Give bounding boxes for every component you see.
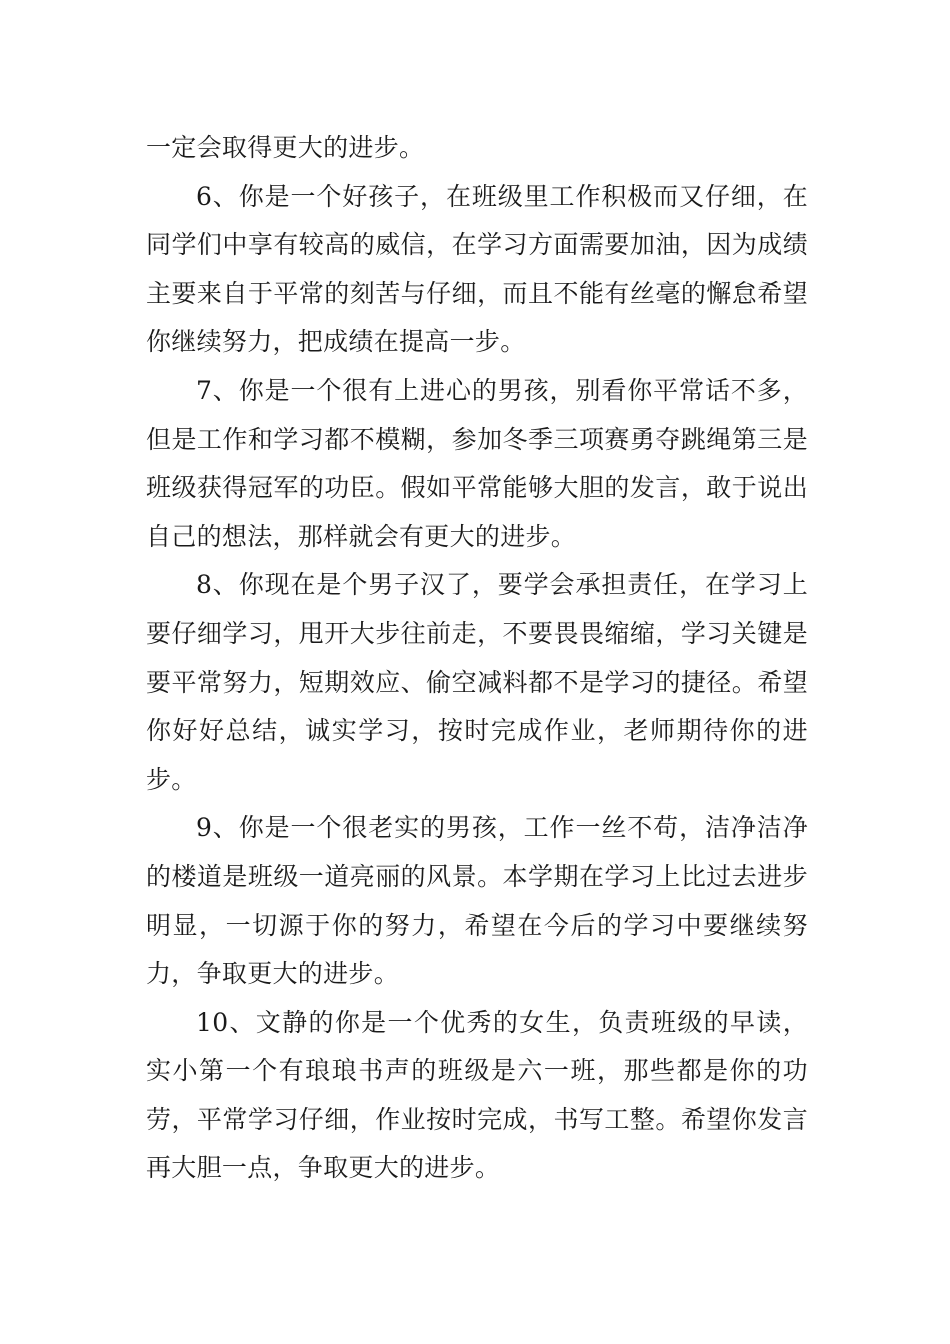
paragraph-comment-7: 7、你是一个很有上进心的男孩，别看你平常话不多，但是工作和学习都不模糊，参加冬季三项赛勇夺跳绳第三是班级获得冠军的功臣。假如平常能够大胆的发言，敢于说出自己的想法，那样就会有更大的进步。 [146,375,808,551]
paragraph-comment-8: 8、你现在是个男子汉了，要学会承担责任，在学习上要仔细学习，甩开大步往前走，不要畏畏缩缩，学习关键是要平常努力，短期效应、偷空减料都不是学习的捷径。希望你好好总结，诚实学习，按时完成作业，老师期待你的进步。 [146,570,808,794]
paragraph-comment-6: 6、你是一个好孩子，在班级里工作积极而又仔细，在同学们中享有较高的威信，在学习方面需要加油，因为成绩主要来自于平常的刻苦与仔细，而且不能有丝毫的懈怠希望你继续努力，把成绩在提高一步。 [146,181,808,357]
paragraph-comment-9: 9、你是一个很老实的男孩，工作一丝不苟，洁净洁净的楼道是班级一道亮丽的风景。本学期在学习上比过去进步明显，一切源于你的努力，希望在今后的学习中要继续努力，争取更大的进步。 [146,813,808,989]
document-body [146,124,808,1193]
paragraph-continuation: 一定会取得更大的进步。 [146,133,425,162]
paragraph-comment-10: 10、文静的你是一个优秀的女生，负责班级的早读，实小第一个有琅琅书声的班级是六一班，那些都是你的功劳，平常学习仔细，作业按时完成，书写工整。希望你发言再大胆一点，争取更大的进步。 [146,1007,808,1183]
